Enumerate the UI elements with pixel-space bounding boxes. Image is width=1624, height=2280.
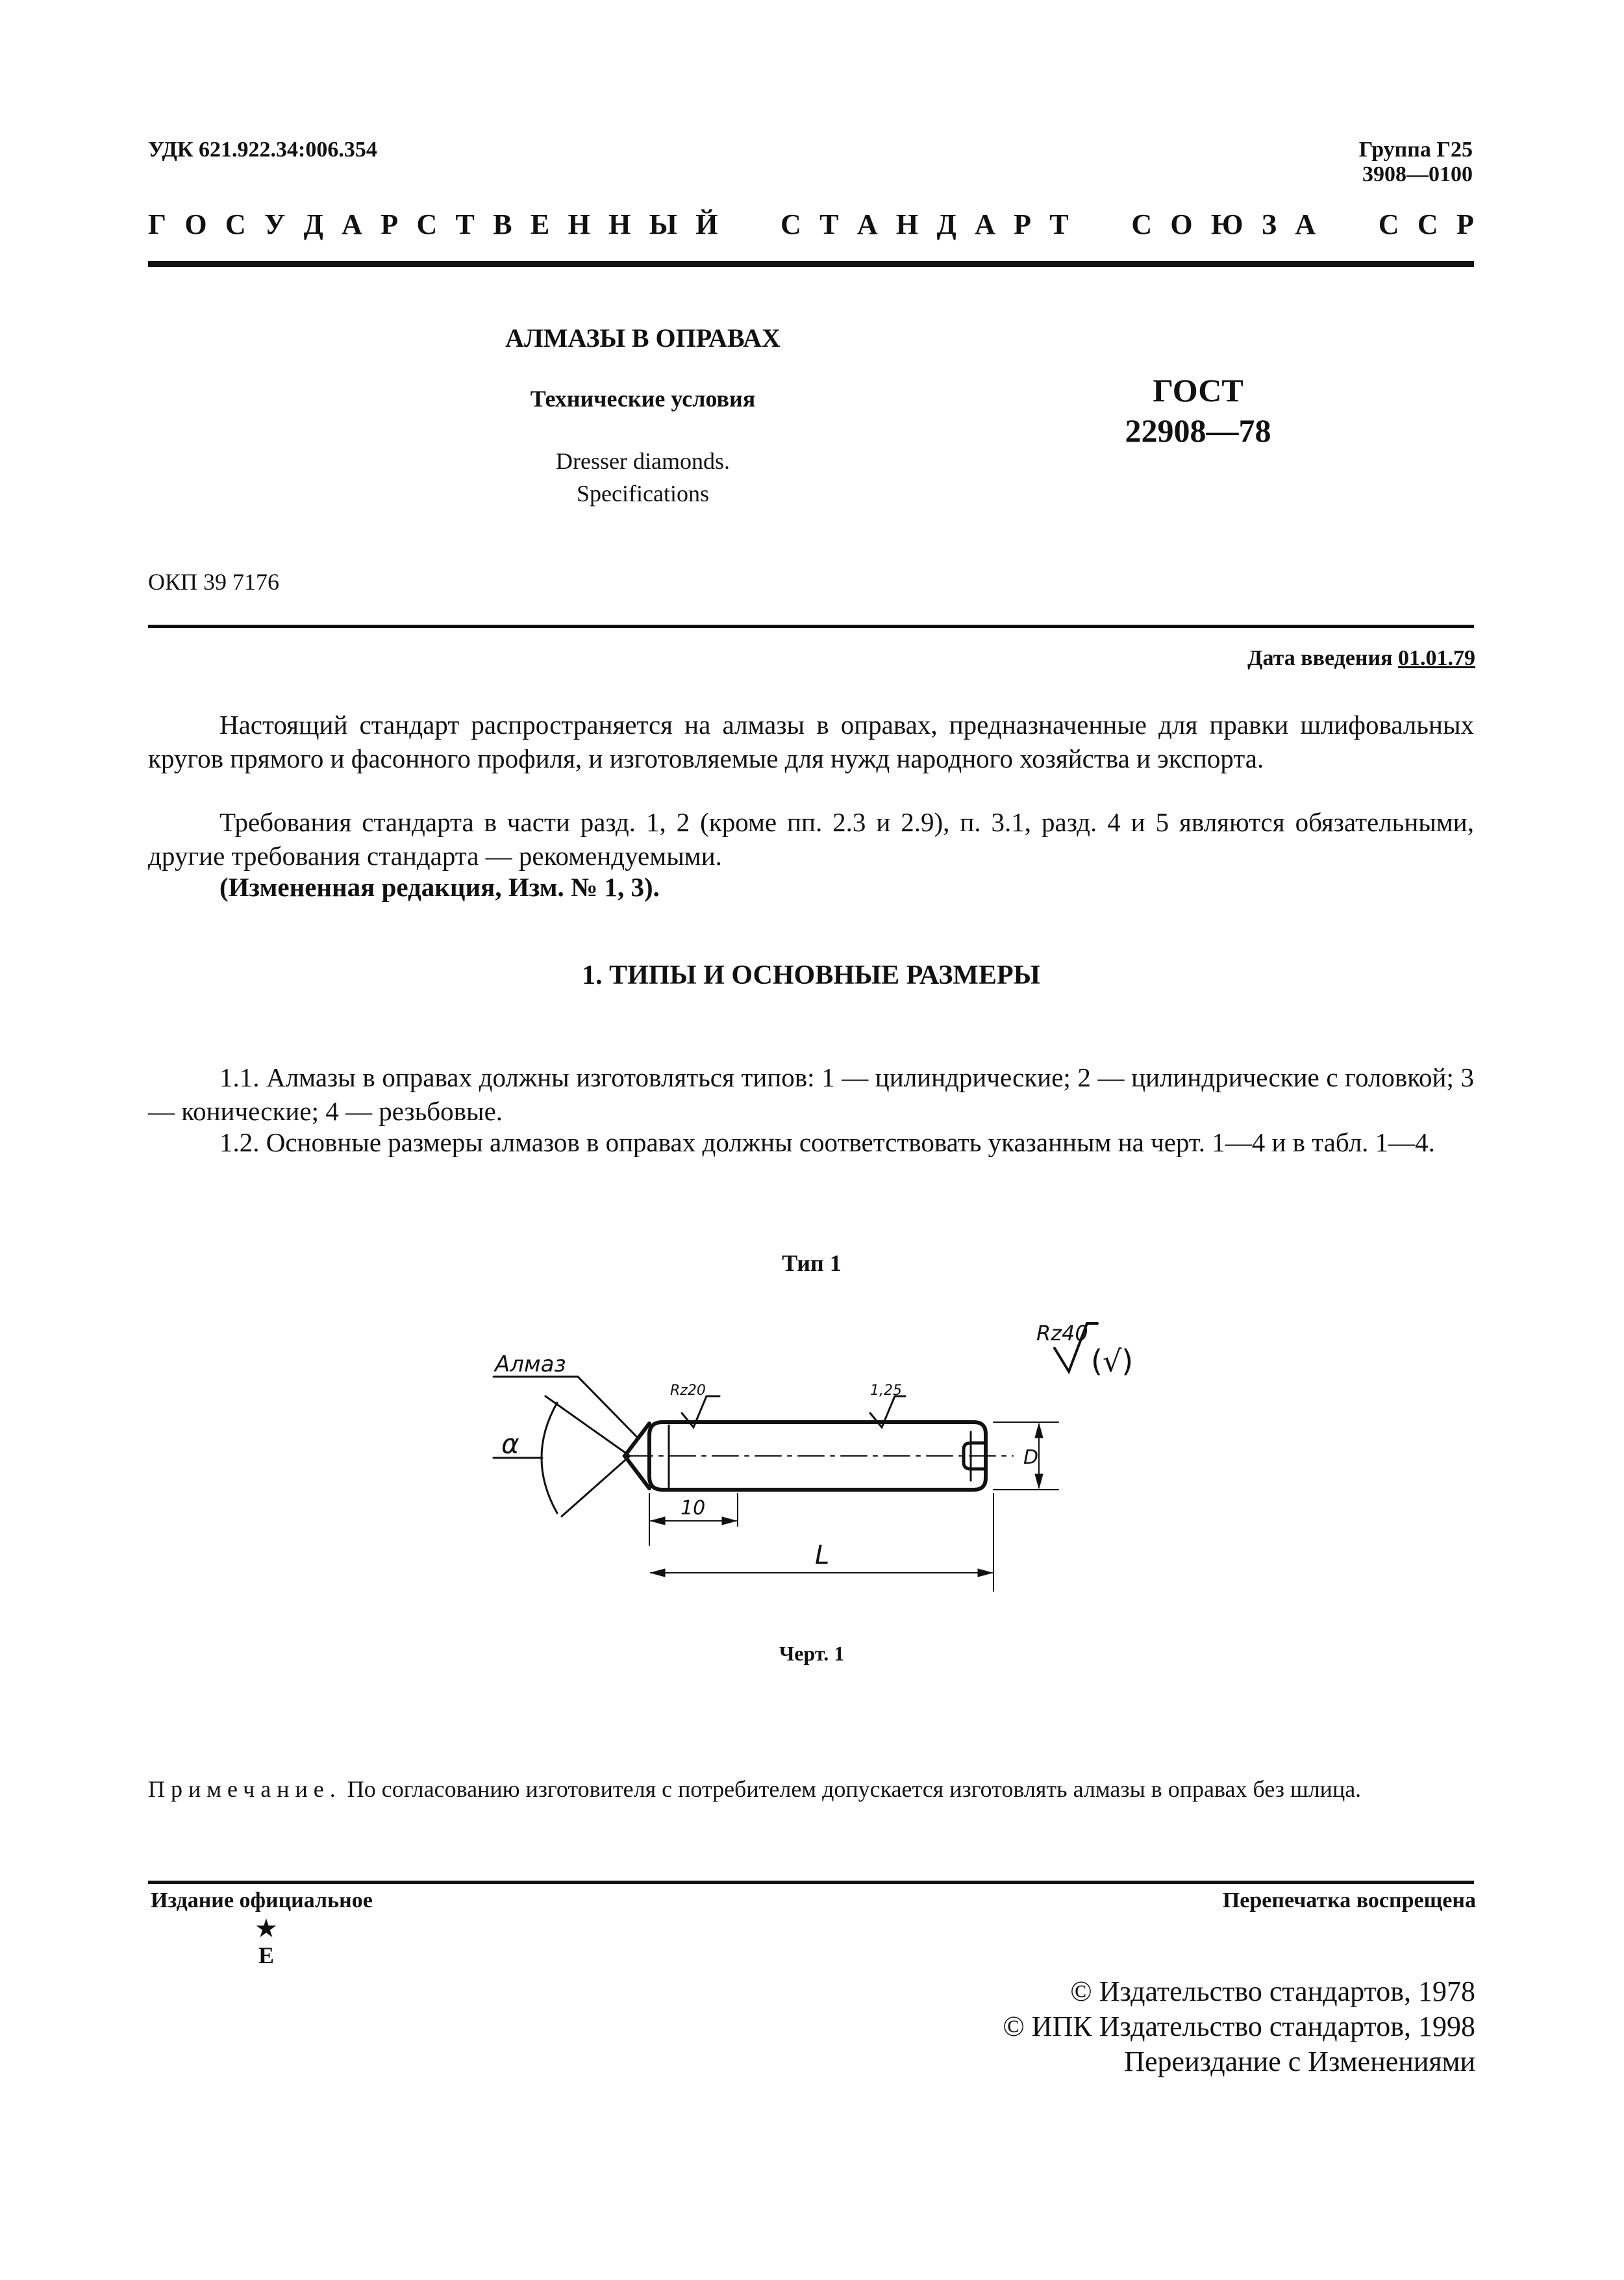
title-letter: Р xyxy=(1014,208,1032,240)
state-standard-title xyxy=(148,208,1474,241)
title-letter: С xyxy=(781,208,801,240)
dim-d-label: D xyxy=(1023,1446,1039,1469)
english-title-line-1: Dresser diamonds. xyxy=(556,448,730,474)
date-value: 01.01.79 xyxy=(1398,646,1475,670)
l-arrow-right xyxy=(978,1569,992,1577)
title-letter: Й xyxy=(695,208,718,240)
title-letter: З xyxy=(1261,208,1277,240)
title-letter: Ы xyxy=(649,208,677,240)
clause-1-2: 1.2. Основные размеры алмазов в оправах должны соответствовать указанным на черт. 1—4 и в табл. 1—4. xyxy=(219,1127,1435,1157)
d-arrow-top xyxy=(1035,1423,1043,1438)
type-1-drawing xyxy=(455,1299,1182,1610)
title-rule xyxy=(148,625,1474,628)
title-space xyxy=(1334,208,1360,241)
copyright-1978: © Издательство стандартов, 1978 xyxy=(1070,1975,1475,2007)
date-label: Дата введения xyxy=(1247,646,1393,670)
header-rule xyxy=(148,261,1474,267)
official-edition: Издание официальное xyxy=(151,1888,373,1912)
angle-line-upper xyxy=(545,1396,630,1456)
title-letter: А xyxy=(342,208,362,240)
gost-number: 22908—78 xyxy=(1125,412,1271,449)
title-letter: А xyxy=(1295,208,1316,240)
group-code xyxy=(1359,138,1473,187)
title-letter: Н xyxy=(568,208,590,240)
rz20-label: Rz20 xyxy=(670,1383,706,1399)
alpha-label: α xyxy=(501,1428,519,1460)
title-letter: Ю xyxy=(1210,208,1243,240)
star-icon: ★ xyxy=(255,1914,278,1943)
classification-code: 3908—0100 xyxy=(1362,162,1473,186)
title-letter: Д xyxy=(303,208,323,240)
title-letter: Д xyxy=(936,208,956,240)
title-letter: Т xyxy=(1049,208,1069,240)
edition-letter: Е xyxy=(258,1942,275,1968)
reissue-note: Переиздание с Изменениями xyxy=(1124,2046,1475,2077)
note-label: Примечание. xyxy=(148,1776,342,1802)
intro-paragraph-2: Требования стандарта в части разд. 1, 2 (кроме пп. 2.3 и 2.9), п. 3.1, разд. 4 и 5 являются обязательными, другие требования стандарта — рекомендуемыми. xyxy=(148,807,1474,871)
note xyxy=(148,1773,1474,1805)
title-space xyxy=(1087,208,1113,241)
angle-arc xyxy=(542,1403,557,1513)
section-1-heading: 1. ТИПЫ И ОСНОВНЫЕ РАЗМЕРЫ xyxy=(582,960,1040,990)
title-letter: Т xyxy=(455,208,475,240)
gost-label: ГОСТ xyxy=(1153,372,1243,408)
rz40-note: (√) xyxy=(1091,1344,1134,1379)
figure-type-label: Тип 1 xyxy=(782,1250,842,1276)
note-text: По согласованию изготовителя с потребителем допускается изготовлять алмазы в оправах без шлица. xyxy=(341,1776,1362,1802)
figure-caption: Черт. 1 xyxy=(779,1642,845,1665)
gost-designation xyxy=(1097,370,1299,451)
title-letter: С xyxy=(1417,208,1438,240)
rz40-label: Rz40 xyxy=(1036,1321,1088,1346)
diamond-leader-line xyxy=(578,1377,638,1438)
d-arrow-bottom xyxy=(1035,1474,1043,1488)
diamond-label: Алмаз xyxy=(495,1351,566,1377)
dim-10-label: 10 xyxy=(681,1497,706,1520)
r125-label: 1,25 xyxy=(870,1383,902,1399)
title-letter: Г xyxy=(148,208,166,240)
okp-code: ОКП 39 7176 xyxy=(148,569,280,595)
title-letter: С xyxy=(225,208,246,240)
clause-1-1: 1.1. Алмазы в оправах должны изготовляться типов: 1 — цилиндрические; 2 — цилиндрические с головкой; 3 — конические; 4 — резьбовые. xyxy=(148,1062,1474,1126)
group-label: Группа Г25 xyxy=(1358,138,1473,162)
copyright-block xyxy=(1003,1974,1475,2079)
title-space xyxy=(736,208,762,241)
title-letter: Т xyxy=(819,208,839,240)
angle-line-lower xyxy=(562,1456,630,1516)
footer-rule xyxy=(148,1881,1474,1884)
document-subtitle: Технические условия xyxy=(530,386,756,412)
amendment-note: (Измененная редакция, Изм. № 1, 3). xyxy=(219,872,660,902)
title-letter: А xyxy=(856,208,878,240)
ten-arrow-right xyxy=(722,1517,736,1525)
ten-arrow-left xyxy=(651,1517,665,1525)
title-letter: У xyxy=(264,208,286,240)
title-letter: С xyxy=(1378,208,1399,240)
english-title xyxy=(364,445,922,510)
title-letter: С xyxy=(416,208,438,240)
title-letter: В xyxy=(493,208,512,240)
title-letter: О xyxy=(1170,208,1193,240)
title-letter: Н xyxy=(895,208,919,240)
intro-paragraph-1: Настоящий стандарт распространяется на алмазы в оправах, предназначенные для правки шлифовальных кругов прямого и фасонного профиля, и изготовляемые для нужд народного хозяйства и экспорта. xyxy=(148,710,1474,773)
dim-l-label: L xyxy=(815,1540,830,1570)
title-letter: О xyxy=(184,208,207,240)
copyright-1998: © ИПК Издательство стандартов, 1998 xyxy=(1003,2011,1475,2042)
english-title-line-2: Specifications xyxy=(577,481,709,507)
reprint-prohibited: Перепечатка воспрещена xyxy=(1222,1888,1476,1912)
title-letter: Р xyxy=(381,208,399,240)
title-letter: А xyxy=(975,208,995,240)
document-title: АЛМАЗЫ В ОПРАВАХ xyxy=(505,323,781,353)
title-letter: Р xyxy=(1456,208,1474,240)
udk-code: УДК 621.922.34:006.354 xyxy=(148,138,377,162)
introduction-date xyxy=(1247,646,1475,671)
title-letter: С xyxy=(1131,208,1153,240)
title-letter: Е xyxy=(530,208,550,240)
title-letter: Н xyxy=(608,208,631,240)
l-arrow-left xyxy=(651,1569,665,1577)
